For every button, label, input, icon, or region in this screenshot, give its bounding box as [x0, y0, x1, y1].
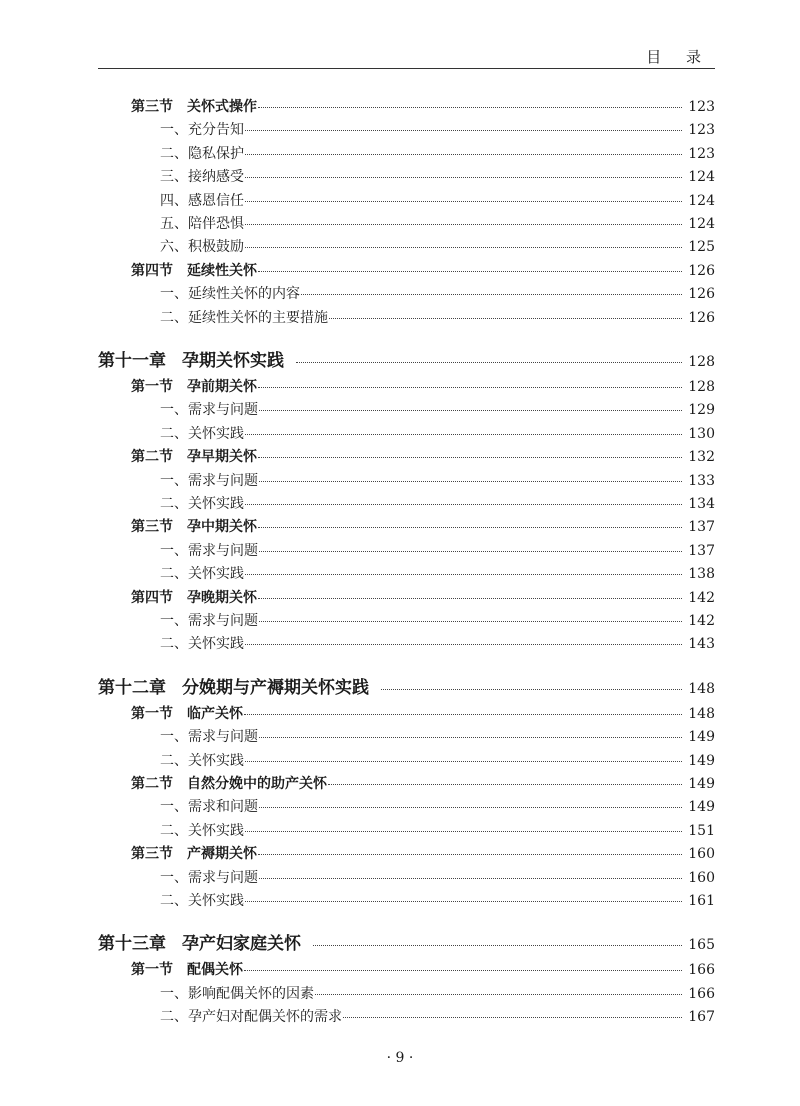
dot-leader	[259, 621, 682, 622]
toc-page-number: 142	[688, 589, 715, 606]
toc-entry-title: 产褥期关怀	[187, 846, 257, 863]
toc-item	[160, 119, 715, 139]
toc-entry-title: 二、关怀实践	[160, 822, 244, 839]
toc-entry-label	[98, 673, 369, 698]
toc-section	[131, 516, 715, 536]
toc-page-number: 133	[688, 472, 715, 489]
toc-page-number: 125	[688, 239, 715, 256]
dot-leader	[245, 831, 682, 832]
dot-leader	[245, 504, 682, 505]
toc-entry-title: 二、隐私保护	[160, 145, 244, 162]
toc-page-number: 124	[688, 192, 715, 209]
dot-leader	[245, 574, 682, 575]
toc-entry-title: 二、关怀实践	[160, 893, 244, 909]
toc-page-number: 149	[688, 729, 715, 746]
toc-page-number: 137	[688, 519, 715, 536]
toc-entry-number: 第十一章	[98, 351, 166, 371]
toc-entry-title: 二、关怀实践	[160, 496, 244, 512]
toc-item	[160, 540, 715, 560]
toc-entry-number: 第十二章	[98, 677, 166, 698]
toc-item	[160, 307, 715, 327]
toc-page-number: 167	[688, 1009, 715, 1026]
toc-section	[131, 376, 715, 396]
toc-entry-title: 孕晚期关怀	[187, 589, 257, 606]
toc-entry-label	[160, 307, 328, 327]
toc-entry-title: 配偶关怀	[187, 962, 243, 979]
toc-entry-label	[131, 959, 243, 979]
toc-entry-label	[160, 119, 244, 139]
toc-entry-label	[160, 867, 258, 887]
toc-entry-title: 一、需求与问题	[160, 729, 258, 746]
toc-item	[160, 610, 715, 630]
dot-leader	[245, 177, 682, 178]
toc-item	[160, 867, 715, 887]
toc-page-number: 161	[688, 893, 715, 909]
dot-leader	[245, 201, 682, 202]
dot-leader	[258, 387, 682, 388]
toc-page-number: 124	[688, 216, 715, 232]
toc-item	[160, 820, 715, 840]
toc-entry-title: 一、需求与问题	[160, 869, 258, 886]
dot-leader	[258, 107, 682, 108]
toc-page-number: 128	[688, 379, 715, 395]
toc-entry-label	[160, 190, 244, 210]
toc-entry-label	[160, 890, 244, 910]
toc-page-number: 160	[688, 846, 715, 863]
toc-page-number: 148	[688, 680, 715, 697]
toc-entry-title: 一、需求与问题	[160, 402, 258, 419]
toc-entry-label	[131, 96, 257, 116]
toc-entry-title: 分娩期与产褥期关怀实践	[182, 677, 369, 698]
toc-entry-label	[160, 213, 244, 233]
toc-entry-title: 六、积极鼓励	[160, 239, 244, 256]
toc-entry-label	[131, 703, 243, 723]
toc-entry-label	[160, 166, 244, 186]
toc-entry-title: 二、关怀实践	[160, 636, 244, 653]
toc-page-number: 165	[688, 937, 715, 954]
toc-entry-title: 二、关怀实践	[160, 752, 244, 769]
toc-item	[160, 143, 715, 163]
toc-page-number: 138	[688, 566, 715, 583]
toc-section	[131, 260, 715, 280]
toc-page-number: 126	[688, 262, 715, 279]
dot-leader	[259, 481, 682, 482]
toc-entry-label	[160, 633, 244, 653]
toc-entry-title: 自然分娩中的助产关怀	[187, 776, 327, 792]
toc-entry-label	[160, 143, 244, 163]
toc-entry-title: 孕中期关怀	[187, 519, 257, 536]
toc-entry-label	[160, 493, 244, 513]
toc-entry-title: 孕前期关怀	[187, 379, 257, 395]
toc-entry-title: 四、感恩信任	[160, 192, 244, 209]
toc-section	[131, 959, 715, 979]
toc-page-number: 160	[688, 869, 715, 886]
toc-page-number: 142	[688, 613, 715, 629]
toc-item	[160, 283, 715, 303]
toc-chapter	[98, 929, 715, 954]
toc-page-number: 166	[688, 985, 715, 1002]
toc-entry-label	[98, 929, 301, 954]
toc-item	[160, 563, 715, 583]
toc-entry-title: 二、延续性关怀的主要措施	[160, 309, 328, 326]
toc-entry-label	[160, 283, 300, 303]
toc-page-number: 123	[688, 145, 715, 162]
dot-leader	[245, 130, 682, 131]
dot-leader	[315, 994, 682, 995]
header-title: 目 录	[646, 48, 711, 66]
toc-section	[131, 96, 715, 116]
toc-item	[160, 726, 715, 746]
toc-entry-title: 三、接纳感受	[160, 169, 244, 186]
dot-leader	[245, 434, 682, 435]
toc-entry-number: 第三节	[131, 846, 173, 863]
toc-page-number: 126	[688, 309, 715, 326]
toc-entry-label	[131, 446, 257, 466]
toc-page-number: 134	[688, 496, 715, 512]
toc-item	[160, 1006, 715, 1026]
toc-page-number: 124	[688, 169, 715, 186]
toc-entry-label	[160, 423, 244, 443]
dot-leader	[313, 945, 682, 946]
toc-entry-number: 第一节	[131, 962, 173, 979]
toc-entry-number: 第二节	[131, 776, 173, 792]
toc-page-number: 149	[688, 752, 715, 769]
dot-leader	[258, 527, 682, 528]
dot-leader	[258, 598, 682, 599]
toc-section	[131, 446, 715, 466]
toc-entry-title: 一、需求和问题	[160, 799, 258, 816]
dot-leader	[245, 761, 682, 762]
toc-item	[160, 750, 715, 770]
toc-entry-label	[160, 796, 258, 816]
toc-entry-number: 第十三章	[98, 934, 166, 955]
dot-leader	[329, 318, 682, 319]
toc-item	[160, 236, 715, 256]
toc-page-number: 143	[688, 636, 715, 653]
toc-page-number: 123	[688, 122, 715, 139]
dot-leader	[259, 737, 682, 738]
toc-page-number: 130	[688, 425, 715, 442]
dot-leader	[381, 689, 682, 690]
toc-section	[131, 703, 715, 723]
toc-page-number: 128	[688, 354, 715, 370]
toc-item	[160, 213, 715, 233]
toc-page-number: 137	[688, 542, 715, 559]
dot-leader	[245, 154, 682, 155]
toc-page-number: 149	[688, 799, 715, 816]
toc-entry-label	[160, 726, 258, 746]
dot-leader	[328, 784, 682, 785]
toc-entry-label	[160, 399, 258, 419]
dot-leader	[296, 362, 682, 363]
toc-item	[160, 166, 715, 186]
dot-leader	[259, 551, 682, 552]
toc-entry-label	[160, 610, 258, 630]
toc-item	[160, 796, 715, 816]
toc-page-number: 123	[688, 99, 715, 115]
dot-leader	[245, 247, 682, 248]
toc-entry-label	[160, 540, 258, 560]
dot-leader	[245, 644, 682, 645]
dot-leader	[259, 878, 682, 879]
dot-leader	[245, 224, 682, 225]
toc-entry-title: 一、需求与问题	[160, 542, 258, 559]
dot-leader	[245, 901, 682, 902]
dot-leader	[258, 271, 682, 272]
dot-leader	[301, 294, 682, 295]
toc-entry-title: 一、充分告知	[160, 122, 244, 139]
toc-item	[160, 890, 715, 910]
toc-entry-title: 延续性关怀	[187, 262, 257, 279]
dot-leader	[258, 854, 682, 855]
toc-entry-number: 第一节	[131, 379, 173, 395]
toc-entry-label	[131, 773, 327, 793]
toc-section	[131, 773, 715, 793]
dot-leader	[244, 970, 682, 971]
toc-page-number: 166	[688, 962, 715, 979]
dot-leader	[259, 807, 682, 808]
toc-entry-label	[160, 983, 314, 1003]
toc-item	[160, 399, 715, 419]
toc-entry-title: 孕早期关怀	[187, 449, 257, 466]
toc-entry-number: 第三节	[131, 519, 173, 536]
toc-entry-label	[98, 346, 284, 371]
toc-entry-number: 第四节	[131, 262, 173, 279]
toc-item	[160, 983, 715, 1003]
toc-entry-number: 第三节	[131, 99, 173, 115]
toc-entry-label	[160, 820, 244, 840]
toc-entry-title: 孕期关怀实践	[182, 351, 284, 371]
toc-entry-title: 一、需求与问题	[160, 472, 258, 489]
toc-chapter	[98, 673, 715, 698]
toc-entry-label	[131, 843, 257, 863]
toc-entry-number: 第四节	[131, 589, 173, 606]
toc-page-number: 132	[688, 449, 715, 466]
toc-item	[160, 423, 715, 443]
toc-item	[160, 633, 715, 653]
toc-entry-number: 第二节	[131, 449, 173, 466]
page-number: · 9 ·	[386, 1050, 414, 1066]
toc-entry-title: 孕产妇家庭关怀	[182, 934, 301, 955]
toc-entry-label	[160, 750, 244, 770]
toc-entry-title: 临产关怀	[187, 705, 243, 722]
toc-entry-label	[131, 516, 257, 536]
toc-entry-label	[160, 470, 258, 490]
toc-entry-title: 二、关怀实践	[160, 425, 244, 442]
toc-page-number: 151	[688, 822, 715, 839]
toc-entry-title: 一、影响配偶关怀的因素	[160, 985, 314, 1002]
dot-leader	[259, 410, 682, 411]
toc-entry-title: 二、孕产妇对配偶关怀的需求	[160, 1009, 342, 1026]
toc-section	[131, 843, 715, 863]
toc-page-number: 148	[688, 705, 715, 722]
toc-entry-title: 关怀式操作	[187, 99, 257, 115]
toc-entry-label	[160, 1006, 342, 1026]
dot-leader	[343, 1017, 682, 1018]
toc-entry-title: 二、关怀实践	[160, 566, 244, 583]
toc-entry-title: 五、陪伴恐惧	[160, 216, 244, 232]
dot-leader	[258, 457, 682, 458]
toc-entry-label	[160, 563, 244, 583]
dot-leader	[244, 714, 682, 715]
toc-entry-label	[131, 376, 257, 396]
toc-page-number: 149	[688, 776, 715, 792]
toc-page-number: 129	[688, 402, 715, 419]
toc-entry-label	[131, 587, 257, 607]
toc-item	[160, 493, 715, 513]
toc-item	[160, 190, 715, 210]
toc-page-number: 126	[688, 286, 715, 303]
toc-item	[160, 470, 715, 490]
toc-entry-title: 一、需求与问题	[160, 613, 258, 629]
toc-entry-label	[131, 260, 257, 280]
toc-entry-number: 第一节	[131, 705, 173, 722]
toc-entry-label	[160, 236, 244, 256]
toc-chapter	[98, 346, 715, 371]
toc-section	[131, 587, 715, 607]
toc-entry-title: 一、延续性关怀的内容	[160, 286, 300, 303]
